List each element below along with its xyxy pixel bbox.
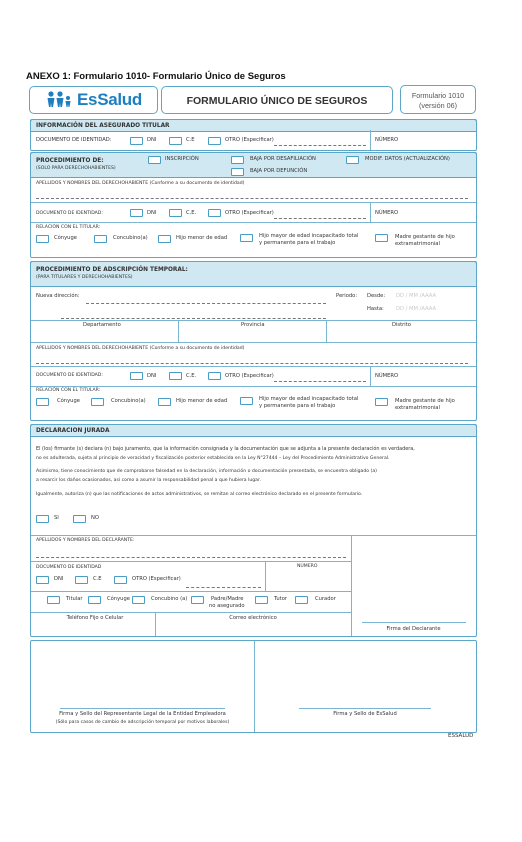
ce-label: C.E. — [186, 373, 197, 379]
form-code-line1: Formulario 1010 — [411, 91, 465, 100]
otro-label: OTRO (Especificar) — [225, 137, 274, 143]
declaration-p2b: a resarcir los daños ocasionados, así como a asumir la responsabilidad penal a que hubiera lugar. — [36, 478, 261, 483]
section-title: DECLARACION JURADA — [36, 428, 110, 434]
madre-gestante-label-1: Madre gestante de hijo — [395, 234, 455, 240]
dni-label: DNI — [147, 210, 157, 216]
apellidos-label: APELLIDOS Y NOMBRES DEL DERECHOHABIENTE (Conforme a su documento de identidad) — [36, 181, 245, 186]
direccion-line-2[interactable] — [61, 318, 326, 319]
hasta-label: Hasta: — [367, 306, 384, 312]
hijo-menor-label: Hijo menor de edad — [176, 235, 228, 241]
doc-identity-label: DOCUMENTO DE IDENTIDAD: — [36, 211, 103, 216]
numero-label: NÚMERO — [375, 373, 399, 379]
concubino-checkbox[interactable] — [91, 398, 104, 406]
padre-madre-label-1: Padre/Madre — [211, 596, 244, 602]
otro-specify-line[interactable] — [274, 145, 366, 146]
relacion-label: RELACIÓN CON EL TITULAR: — [36, 388, 101, 393]
no-checkbox[interactable] — [73, 515, 86, 523]
concubino-label: Concubino (a) — [151, 596, 188, 602]
apellidos-line[interactable] — [36, 198, 468, 199]
divider — [265, 561, 266, 591]
divider — [178, 320, 179, 342]
divider — [31, 535, 476, 536]
dni-checkbox[interactable] — [130, 137, 143, 145]
ce-checkbox[interactable] — [75, 576, 88, 584]
firma-declarante-label: Firma del Declarante — [386, 626, 441, 632]
logo-text: EsSalud — [77, 90, 142, 109]
apellidos-declarante-label: APELLIDOS Y NOMBRES DEL DECLARANTE: — [36, 538, 135, 543]
firma-representante-line[interactable] — [60, 708, 225, 709]
modif-datos-label: MODIF. DATOS (ACTUALIZACIÓN) — [365, 156, 450, 162]
otro-checkbox[interactable] — [208, 137, 221, 145]
apellidos-label: APELLIDOS Y NOMBRES DEL DERECHOHABIENTE (Conforme a su documento de identidad) — [36, 346, 245, 351]
divider — [31, 342, 476, 343]
relacion-label: RELACIÓN CON EL TITULAR: — [36, 225, 101, 230]
modif-datos-checkbox[interactable] — [346, 156, 359, 164]
madre-gestante-label-1: Madre gestante de hijo — [395, 398, 455, 404]
apellidos-declarante-line[interactable] — [36, 557, 346, 558]
dni-checkbox[interactable] — [36, 576, 49, 584]
hijo-mayor-label-1: Hijo mayor de edad incapacitado total — [259, 233, 359, 239]
divider — [31, 591, 351, 592]
concubino-label: Concubino(a) — [111, 398, 146, 404]
titular-label: Titular — [66, 596, 83, 602]
logo-box — [29, 86, 158, 114]
hijo-mayor-label-2: y permanente para el trabajo — [259, 240, 336, 246]
otro-specify-line[interactable] — [274, 381, 366, 382]
hijo-menor-checkbox[interactable] — [158, 398, 171, 406]
firma-essalud-label: Firma y Sello de EsSalud — [333, 711, 397, 717]
ce-label: C.E — [186, 137, 195, 143]
otro-specify-line[interactable] — [186, 587, 261, 588]
direccion-line-1[interactable] — [86, 303, 326, 304]
padre-madre-checkbox[interactable] — [191, 596, 204, 604]
periodo-label: Periodo: — [336, 293, 358, 299]
curador-label: Curador — [315, 596, 336, 602]
inscripcion-label: INSCRIPCIÓN — [165, 156, 199, 162]
section-subtitle: (SOLO PARA DERECHOHABIENTES) — [36, 166, 116, 171]
section-procedimiento — [30, 152, 477, 258]
titular-checkbox[interactable] — [47, 596, 60, 604]
section-title: INFORMACIÓN DEL ASEGURADO TITULAR — [36, 123, 170, 129]
firma-declarante-line[interactable] — [362, 622, 466, 623]
otro-checkbox[interactable] — [208, 372, 221, 380]
si-checkbox[interactable] — [36, 515, 49, 523]
doc-identity-label: DOCUMENTO DE IDENTIDAD: — [36, 373, 103, 378]
declaration-p3: Igualmente, autoriza (n) que las notificaciones de actos administrativos, se remitan al correo electrónico declarado en el presente formulario. — [36, 492, 363, 497]
firma-representante-note: (Sólo para casos de cambio de adscripción temporal por motivos laborales) — [55, 720, 230, 725]
hijo-mayor-checkbox[interactable] — [240, 234, 253, 242]
ce-checkbox[interactable] — [169, 209, 182, 217]
divider — [254, 641, 255, 732]
no-label: NO — [91, 515, 99, 521]
telefono-label: Teléfono Fijo o Celular — [66, 615, 124, 621]
firma-essalud-line[interactable] — [299, 708, 431, 709]
section-declaracion-jurada — [30, 424, 477, 637]
departamento-label: Departamento — [83, 322, 121, 328]
dni-checkbox[interactable] — [130, 372, 143, 380]
section-title: PROCEDIMIENTO DE ADSCRIPCIÓN TEMPORAL: — [36, 267, 188, 273]
ce-label: C.E — [93, 576, 102, 582]
divider — [370, 202, 371, 222]
conyuge-label: Cónyuge — [54, 235, 77, 241]
ce-label: C.E. — [186, 210, 197, 216]
madre-gestante-checkbox[interactable] — [375, 234, 388, 242]
apellidos-line[interactable] — [36, 363, 468, 364]
otro-label: OTRO (Especificar) — [132, 576, 181, 582]
madre-gestante-label-2: extramatrimonial — [395, 241, 440, 247]
otro-label: OTRO (Especificar) — [225, 373, 274, 379]
dni-checkbox[interactable] — [130, 209, 143, 217]
padre-madre-label-2: no asegurado — [209, 603, 245, 609]
section-title: PROCEDIMIENTO DE: — [36, 158, 104, 164]
madre-gestante-checkbox[interactable] — [375, 398, 388, 406]
inscripcion-checkbox[interactable] — [148, 156, 161, 164]
form-code-line2: (versión 06) — [419, 101, 457, 110]
divider — [31, 222, 476, 223]
dni-label: DNI — [147, 137, 157, 143]
divider — [351, 535, 352, 636]
footer-text: ESSALUD — [448, 733, 474, 739]
divider — [31, 320, 476, 321]
baja-defuncion-checkbox[interactable] — [231, 168, 244, 176]
hijo-mayor-label-1: Hijo mayor de edad incapacitado total — [259, 396, 359, 402]
divider — [31, 202, 476, 203]
distrito-label: Distrito — [392, 322, 411, 328]
correo-label: Correo electrónico — [229, 615, 277, 621]
divider — [31, 366, 476, 367]
numero-label: NÚMERO — [375, 210, 399, 216]
dni-label: DNI — [147, 373, 157, 379]
hijo-menor-label: Hijo menor de edad — [176, 398, 228, 404]
section-header — [30, 261, 477, 287]
form-title-box — [161, 86, 393, 114]
concubino-checkbox[interactable] — [132, 596, 145, 604]
hasta-date-field[interactable]: DD / MM /AAAA — [396, 306, 437, 312]
firma-representante-label: Firma y Sello del Representante Legal de la Entidad Empleadora — [59, 711, 226, 717]
baja-desafiliacion-checkbox[interactable] — [231, 156, 244, 164]
hijo-mayor-checkbox[interactable] — [240, 397, 253, 405]
si-label: SI — [54, 515, 59, 521]
baja-defuncion-label: BAJA POR DEFUNCIÓN — [250, 168, 308, 174]
concubino-label: Concubino(a) — [113, 235, 148, 241]
signatures-box — [30, 640, 477, 733]
numero-label: NÚMERO — [375, 137, 399, 143]
section-asegurado-titular — [30, 119, 477, 151]
conyuge-checkbox[interactable] — [88, 596, 101, 604]
ce-checkbox[interactable] — [169, 372, 182, 380]
desde-date-field[interactable]: DD / MM /AAAA — [396, 293, 437, 299]
madre-gestante-label-2: extramatrimonial — [395, 405, 440, 411]
divider — [31, 561, 351, 562]
declaration-p1a: El (los) firmante (s) declara (n) bajo juramento, que la información consignada y la documentación que se adjunta a la presente declaración es verdadera, — [36, 446, 415, 452]
doc-identity-label: DOCUMENTO DE IDENTIDAD — [36, 565, 102, 570]
conyuge-checkbox[interactable] — [36, 398, 49, 406]
otro-checkbox[interactable] — [114, 576, 127, 584]
hijo-menor-checkbox[interactable] — [158, 235, 171, 243]
tutor-checkbox[interactable] — [255, 596, 268, 604]
divider — [31, 612, 351, 613]
declaration-p2a: Asimismo, tiene conocimiento que de comprobarse falsedad en la declaración, información o documentación presentada, se encuentra obligado (a) — [36, 469, 377, 474]
divider — [370, 130, 371, 150]
form-title: FORMULARIO ÚNICO DE SEGUROS — [186, 95, 368, 107]
conyuge-label: Cónyuge — [107, 596, 130, 602]
concubino-checkbox[interactable] — [94, 235, 107, 243]
baja-desafiliacion-label: BAJA POR DESAFILIACIÓN — [250, 156, 316, 162]
provincia-label: Provincia — [241, 322, 265, 328]
doc-identity-label: DOCUMENTO DE IDENTIDAD: — [36, 137, 112, 143]
essalud-family-icon — [46, 90, 76, 110]
annex-title: ANEXO 1: Formulario 1010- Formulario Único de Seguros — [26, 71, 286, 82]
otro-label: OTRO (Especificar) — [225, 210, 274, 216]
conyuge-label: Cónyuge — [57, 398, 80, 404]
divider — [31, 386, 476, 387]
divider — [326, 320, 327, 342]
desde-label: Desde: — [367, 293, 386, 299]
otro-checkbox[interactable] — [208, 209, 221, 217]
form-code-box — [400, 85, 476, 114]
numero-label: NÚMERO — [297, 564, 318, 569]
section-adscripcion-temporal — [30, 261, 477, 421]
hijo-mayor-label-2: y permanente para el trabajo — [259, 403, 336, 409]
otro-specify-line[interactable] — [274, 218, 366, 219]
dni-label: DNI — [54, 576, 64, 582]
ce-checkbox[interactable] — [169, 137, 182, 145]
section-subtitle: (PARA TITULARES Y DERECHOHABIENTES) — [36, 275, 133, 280]
declaration-p1b: no es adulterada, sujeta al principio de veracidad y fiscalización posterior establecida en la Ley N°27444 – Ley del Procedimiento Administrativo General. — [36, 456, 390, 461]
conyuge-checkbox[interactable] — [36, 235, 49, 243]
divider — [370, 366, 371, 386]
tutor-label: Tutor — [274, 596, 288, 602]
direccion-label: Nueva dirección: — [36, 293, 80, 299]
curador-checkbox[interactable] — [295, 596, 308, 604]
